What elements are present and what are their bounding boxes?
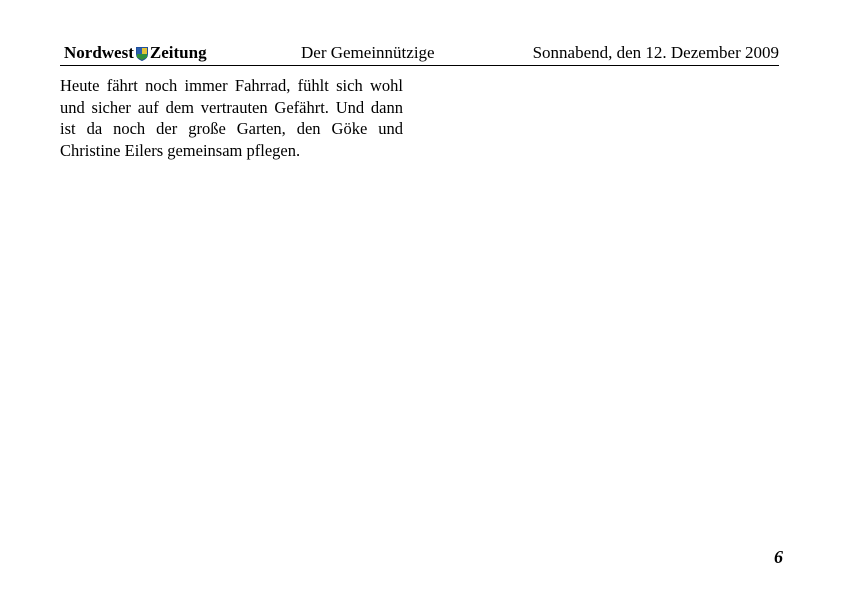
article-paragraph: Heute fährt noch immer Fahrrad, fühlt sich wohl und sicher auf dem vertrauten Gefährt. Und dann ist da noch der große Garten, den Göke und Christine Eilers gemeinsam pflegen. [60,76,403,160]
masthead-left-word: Nordwest [64,43,134,62]
article-column [60,75,403,161]
page-header [60,42,779,66]
newspaper-masthead [64,43,207,63]
coat-of-arms-icon [136,46,148,60]
issue-date: Sonnabend, den 12. Dezember 2009 [532,43,779,62]
masthead-right-word: Zeitung [149,43,207,62]
supplement-title: Der Gemeinnützige [301,43,435,62]
page-number: 6 [774,547,783,567]
